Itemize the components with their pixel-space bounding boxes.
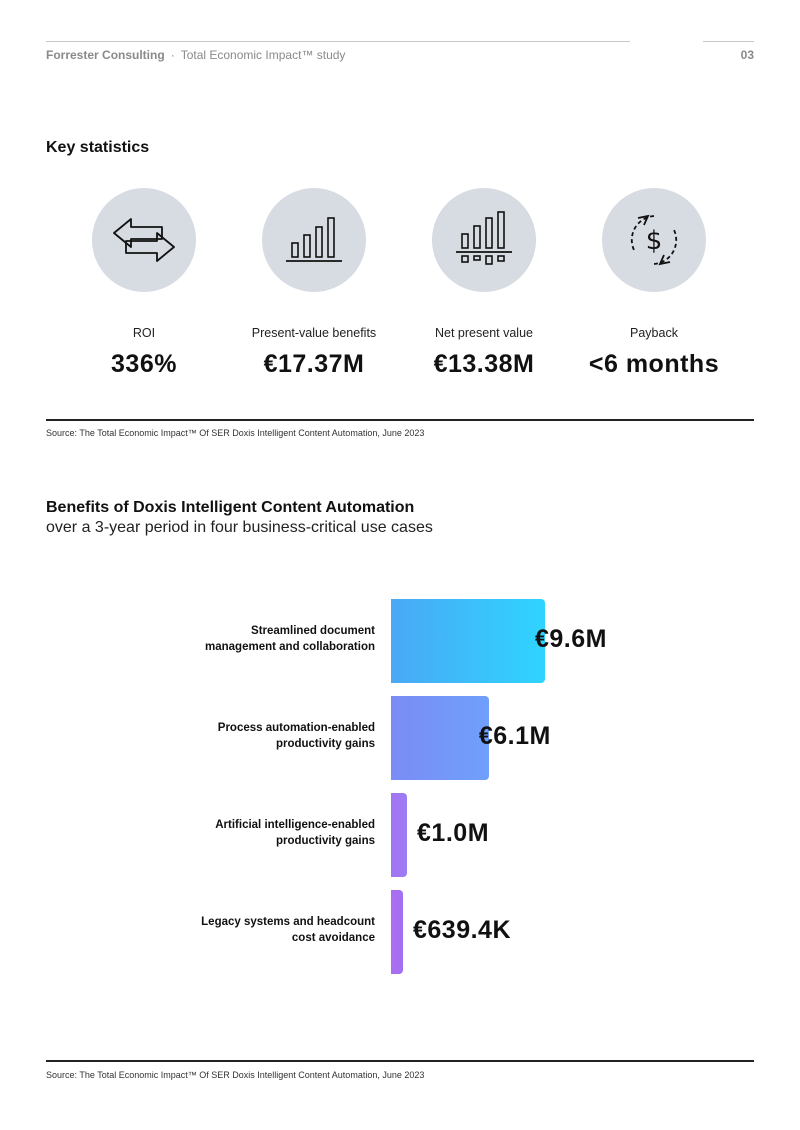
bar bbox=[391, 599, 545, 683]
bar bbox=[391, 696, 489, 780]
source-note-2: Source: The Total Economic Impact™ Of SER Doxis Intelligent Content Automation, June 2023 bbox=[46, 1070, 425, 1080]
stat-icon-circle bbox=[432, 188, 536, 292]
benefits-title: Benefits of Doxis Intelligent Content Automation bbox=[46, 499, 415, 516]
stat-icon-circle bbox=[262, 188, 366, 292]
bar bbox=[391, 890, 403, 974]
bar-category-label-line: Artificial intelligence-enabled bbox=[215, 819, 375, 831]
header-separator: · bbox=[170, 48, 175, 62]
bar-category-label-line: productivity gains bbox=[275, 738, 375, 750]
stat-icon-circle bbox=[92, 188, 196, 292]
header-rule-left bbox=[46, 41, 630, 42]
bar-category-label-line: Streamlined document bbox=[251, 625, 375, 637]
bar-category-label-line: management and collaboration bbox=[205, 641, 375, 653]
header-brand: Forrester Consulting bbox=[46, 48, 165, 62]
bar-category-label bbox=[155, 720, 375, 752]
bar-category-label bbox=[155, 914, 375, 946]
svg-text:$: $ bbox=[645, 226, 663, 256]
bar-category-label-line: productivity gains bbox=[275, 835, 375, 847]
stat-label: Present-value benefits bbox=[251, 326, 377, 340]
bar bbox=[391, 793, 407, 877]
header-rule-right bbox=[703, 41, 754, 42]
bar-value-label: €1.0M bbox=[417, 819, 490, 847]
stat-net-present-value bbox=[399, 188, 569, 379]
dollar-cycle-icon bbox=[624, 210, 684, 270]
benefits-subtitle: over a 3-year period in four business-critical use cases bbox=[46, 519, 433, 536]
bar-chart-icon bbox=[284, 215, 344, 265]
bar-category-label-line: cost avoidance bbox=[291, 932, 375, 944]
stat-value: €17.37M bbox=[263, 350, 365, 378]
arrows-exchange-icon bbox=[109, 212, 179, 268]
bar-category-label bbox=[155, 623, 375, 655]
key-statistics-title: Key statistics bbox=[46, 139, 150, 156]
net-bar-chart-icon bbox=[454, 210, 514, 270]
stat-value: 336% bbox=[111, 350, 177, 378]
stat-label: Payback bbox=[630, 326, 678, 340]
stat-label: Net present value bbox=[435, 326, 533, 340]
stat-icon-circle bbox=[602, 188, 706, 292]
stat-label: ROI bbox=[132, 326, 156, 340]
stat-value: <6 months bbox=[588, 350, 720, 378]
stat-present-value-benefits bbox=[229, 188, 399, 379]
running-header bbox=[46, 48, 345, 62]
bar-category-label-line: Legacy systems and headcount bbox=[201, 916, 375, 928]
header-study: Total Economic Impact™ study bbox=[180, 48, 346, 62]
stat-value: €13.38M bbox=[433, 350, 535, 378]
bar-value-label: €9.6M bbox=[535, 625, 607, 653]
bar-category-label bbox=[155, 817, 375, 849]
stat-roi bbox=[59, 188, 229, 379]
source-note-1: Source: The Total Economic Impact™ Of SER Doxis Intelligent Content Automation, June 2023 bbox=[46, 428, 425, 438]
stat-payback bbox=[569, 188, 739, 379]
source-rule-1 bbox=[46, 419, 754, 421]
page-number: 03 bbox=[740, 48, 754, 62]
bar-value-label: €639.4K bbox=[413, 916, 512, 944]
bar-value-label: €6.1M bbox=[478, 722, 551, 750]
bar-category-label-line: Process automation-enabled bbox=[217, 722, 375, 734]
source-rule-2 bbox=[46, 1060, 754, 1062]
